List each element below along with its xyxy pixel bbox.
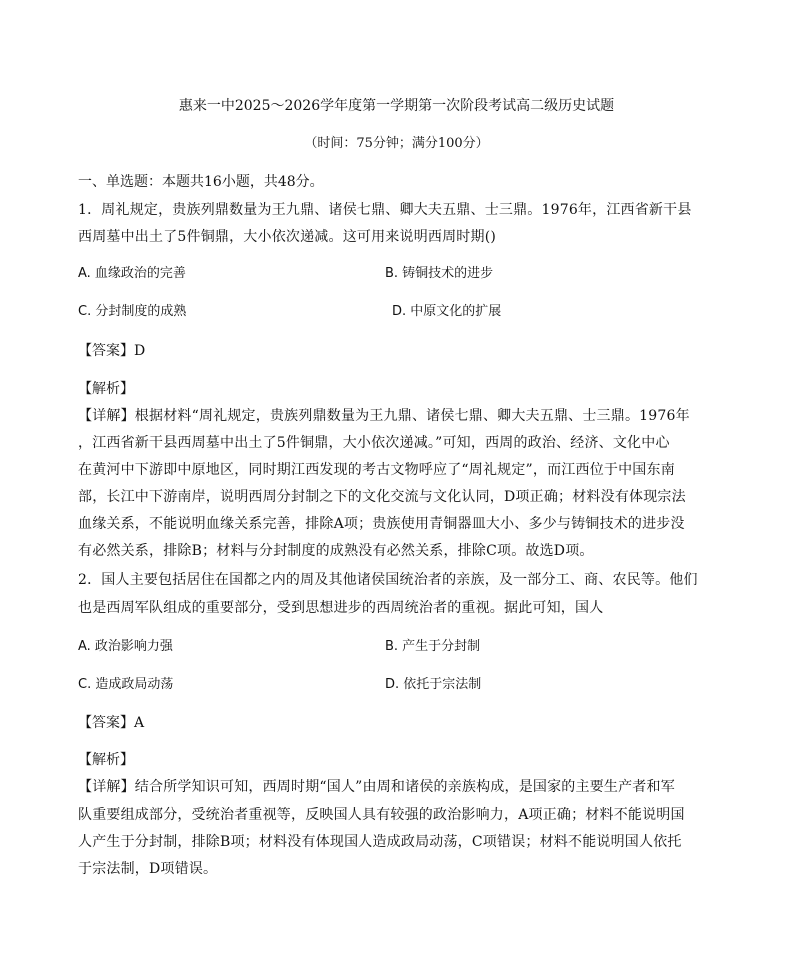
exam-subtitle: （时间：75分钟；满分100分）	[304, 136, 489, 151]
q2-analysis-line: 人产生于分封制，排除B项；材料没有体现国人造成政局动荡，C项错误；材料不能说明国人依托	[78, 834, 682, 850]
q2-option-c: C. 造成政局动荡	[78, 677, 174, 692]
q1-stem-line1: 1．周礼规定，贵族列鼎数量为王九鼎、诸侯七鼎、卿大夫五鼎、士三鼎。1976年，江西省新干县	[78, 202, 692, 218]
q1-analysis-heading: 【解析】	[78, 381, 134, 397]
exam-title: 惠来一中2025～2026学年度第一学期第一次阶段考试高二级历史试题	[178, 98, 615, 114]
q1-option-c: C. 分封制度的成熟	[78, 304, 187, 319]
q1-analysis-line: 血缘关系，不能说明血缘关系完善，排除A项；贵族使用青铜器皿大小、多少与铸铜技术的进步没	[78, 516, 685, 532]
q1-analysis-line: 在黄河中下游即中原地区，同时期江西发现的考古文物呼应了“周礼规定”，而江西位于中国东南	[78, 462, 675, 478]
q2-option-b: B. 产生于分封制	[385, 639, 481, 654]
q1-option-b: B. 铸铜技术的进步	[385, 266, 494, 281]
q1-option-d: D. 中原文化的扩展	[392, 304, 502, 319]
q2-option-d: D. 依托于宗法制	[385, 677, 482, 692]
q1-option-a: A. 血缘政治的完善	[78, 266, 186, 281]
q1-stem-line2: 西周墓中出土了5件铜鼎，大小依次递减。这可用来说明西周时期()	[78, 229, 497, 245]
q2-analysis-line: 【详解】结合所学知识可知，西周时期“国人”由周和诸侯的亲族构成，是国家的主要生产者和军	[78, 779, 675, 795]
q2-answer: 【答案】A	[78, 715, 145, 731]
q2-analysis-heading: 【解析】	[78, 752, 134, 768]
q1-analysis-line: 部，长江中下游南岸，说明西周分封制之下的文化交流与文化认同，D项正确；材料没有体现宗法	[78, 489, 686, 505]
q1-analysis-line: 【详解】根据材料“周礼规定，贵族列鼎数量为王九鼎、诸侯七鼎、卿大夫五鼎、士三鼎。1976年	[78, 408, 690, 424]
q1-answer: 【答案】D	[78, 343, 146, 359]
q2-option-a: A. 政治影响力强	[78, 639, 173, 654]
q2-stem-line2: 也是西周军队组成的重要部分，受到思想进步的西周统治者的重视。据此可知，国人	[78, 600, 604, 616]
q1-analysis-line: 有必然关系，排除B；材料与分封制度的成熟没有必然关系，排除C项。故选D项。	[78, 543, 594, 559]
q2-analysis-line: 于宗法制，D项错误。	[78, 861, 218, 877]
q2-stem-line1: 2．国人主要包括居住在国都之内的周及其他诸侯国统治者的亲族，及一部分工、商、农民等。他们	[78, 572, 698, 588]
q1-analysis-line: ，江西省新干县西周墓中出土了5件铜鼎，大小依次递减。”可知，西周的政治、经济、文化中心	[78, 435, 670, 451]
q2-analysis-line: 队重要组成部分，受统治者重视等，反映国人具有较强的政治影响力，A项正确；材料不能说明国	[78, 807, 685, 823]
section-heading: 一、单选题：本题共16小题，共48分。	[78, 174, 324, 190]
